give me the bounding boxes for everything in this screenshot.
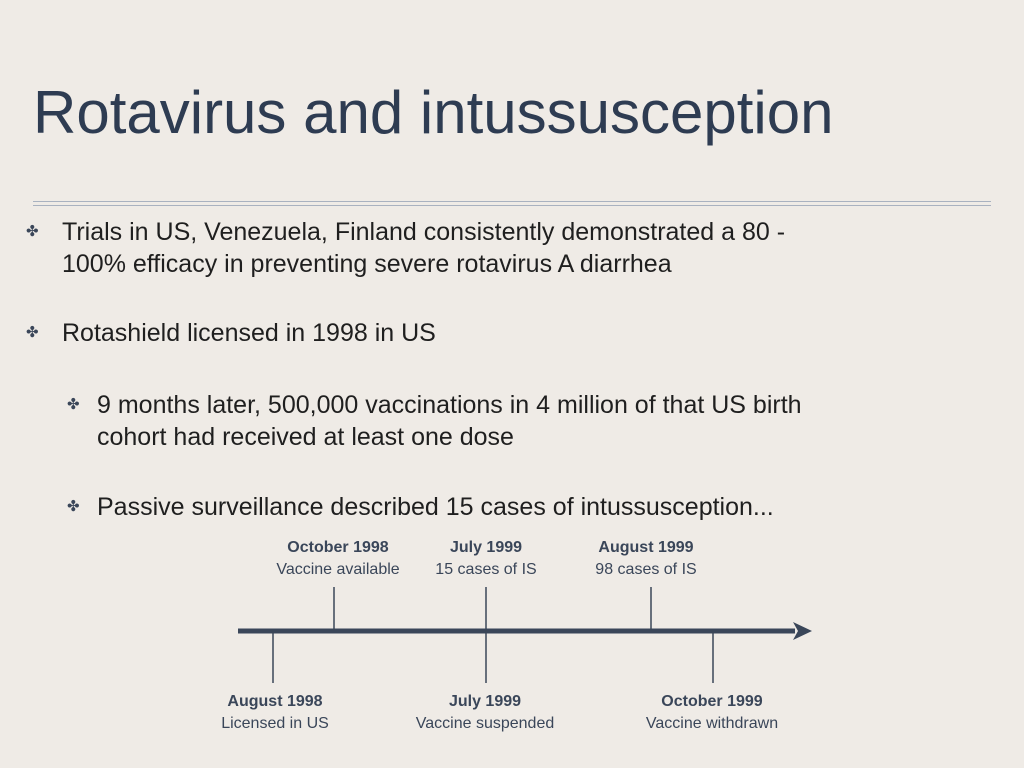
bullet-text-line: Rotashield licensed in 1998 in US: [62, 319, 436, 347]
event-date: July 1999: [449, 539, 523, 556]
event-date: October 1998: [287, 539, 389, 556]
event-date: August 1998: [227, 693, 323, 710]
bullet-text-line: Passive surveillance described 15 cases of intussusception...: [97, 493, 774, 521]
bullet-glyph-icon: ✤: [26, 223, 39, 240]
event-description: Vaccine available: [276, 561, 400, 578]
event-description: 15 cases of IS: [435, 561, 537, 578]
bullet-text-line: 100% efficacy in preventing severe rotavirus A diarrhea: [62, 250, 672, 278]
timeline-event-october-1998: [263, 537, 413, 581]
event-description: 98 cases of IS: [595, 561, 697, 578]
slide-title: Rotavirus and intussusception: [33, 79, 834, 146]
timeline-event-october-1999: [627, 691, 797, 735]
event-description: Licensed in US: [221, 715, 329, 732]
event-description: Vaccine suspended: [415, 715, 555, 732]
event-date: July 1999: [448, 693, 522, 710]
timeline-event-august-1999: [571, 537, 721, 581]
bullet-text-line: Trials in US, Venezuela, Finland consistently demonstrated a 80 -: [62, 218, 786, 246]
bullet-glyph-icon: ✤: [67, 498, 80, 515]
bullet-glyph-icon: ✤: [67, 396, 80, 413]
event-date: August 1999: [598, 539, 694, 556]
timeline-event-august-1998: [200, 691, 350, 735]
event-date: October 1999: [661, 693, 763, 710]
bullet-glyph-icon: ✤: [26, 324, 39, 341]
event-description: Vaccine withdrawn: [645, 715, 779, 732]
timeline-event-july-1999-cases: [411, 537, 561, 581]
timeline-arrow-icon: [793, 622, 812, 640]
bullet-text-line: 9 months later, 500,000 vaccinations in 4 million of that US birth: [97, 391, 802, 419]
timeline-event-july-1999-suspended: [400, 691, 570, 735]
bullet-text-line: cohort had received at least one dose: [97, 423, 514, 451]
